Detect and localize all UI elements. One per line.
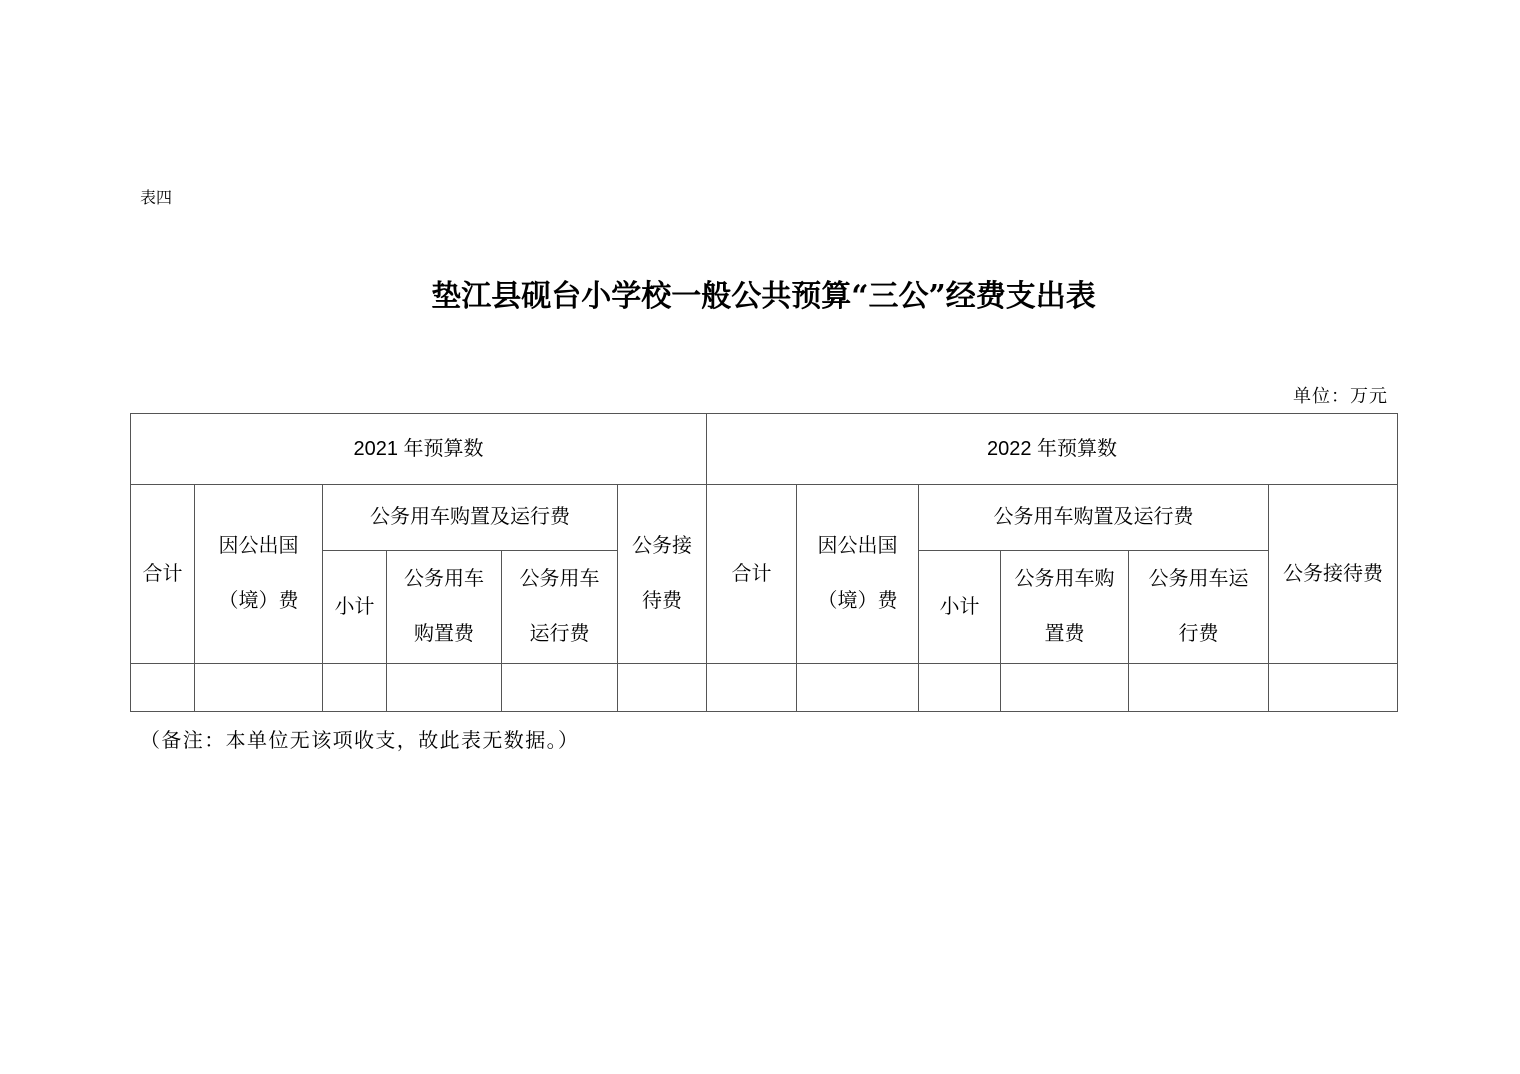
col-vehicle-purchase-2022: 公务用车购 置费: [1001, 551, 1129, 664]
data-cell: [1001, 664, 1129, 712]
year-header-row: [131, 414, 1398, 485]
unit-label: 单位：万元: [1293, 386, 1388, 407]
col-vehicle-operation-2021: 公务用车 运行费: [502, 551, 618, 664]
category-header-row: [131, 485, 1398, 551]
data-cell: [131, 664, 195, 712]
col-vehicle-purchase-2021: 公务用车 购置费: [387, 551, 502, 664]
page-title: 垫江县砚台小学校一般公共预算“三公”经费支出表: [431, 279, 1096, 314]
table-number-label: 表四: [140, 188, 173, 207]
data-cell: [618, 664, 707, 712]
col-reception-2021: 公务接 待费: [618, 485, 707, 664]
data-cell: [387, 664, 502, 712]
data-cell: [323, 664, 387, 712]
col-reception-2022: 公务接待费: [1269, 485, 1398, 664]
col-vehicle-subtotal-2021: 小计: [323, 551, 387, 664]
data-cell: [797, 664, 919, 712]
data-cell: [1129, 664, 1269, 712]
year-header-2021: 2021 年预算数: [131, 414, 707, 485]
col-vehicle-subtotal-2022: 小计: [919, 551, 1001, 664]
data-cell: [919, 664, 1001, 712]
col-vehicle-group-2021: 公务用车购置及运行费: [323, 485, 618, 551]
data-cell: [1269, 664, 1398, 712]
col-vehicle-operation-2022: 公务用车运 行费: [1129, 551, 1269, 664]
data-cell: [195, 664, 323, 712]
data-cell: [707, 664, 797, 712]
year-header-2022: 2022 年预算数: [707, 414, 1398, 485]
col-overseas-travel-2022: 因公出国 （境）费: [797, 485, 919, 664]
col-vehicle-group-2022: 公务用车购置及运行费: [919, 485, 1269, 551]
col-overseas-travel-2021: 因公出国 （境）费: [195, 485, 323, 664]
col-total-2022: 合计: [707, 485, 797, 664]
remark-note: （备注：本单位无该项收支，故此表无数据。）: [140, 728, 580, 752]
three-public-expenses-table: [130, 413, 1398, 712]
col-total-2021: 合计: [131, 485, 195, 664]
data-cell: [502, 664, 618, 712]
data-row: [131, 664, 1398, 712]
